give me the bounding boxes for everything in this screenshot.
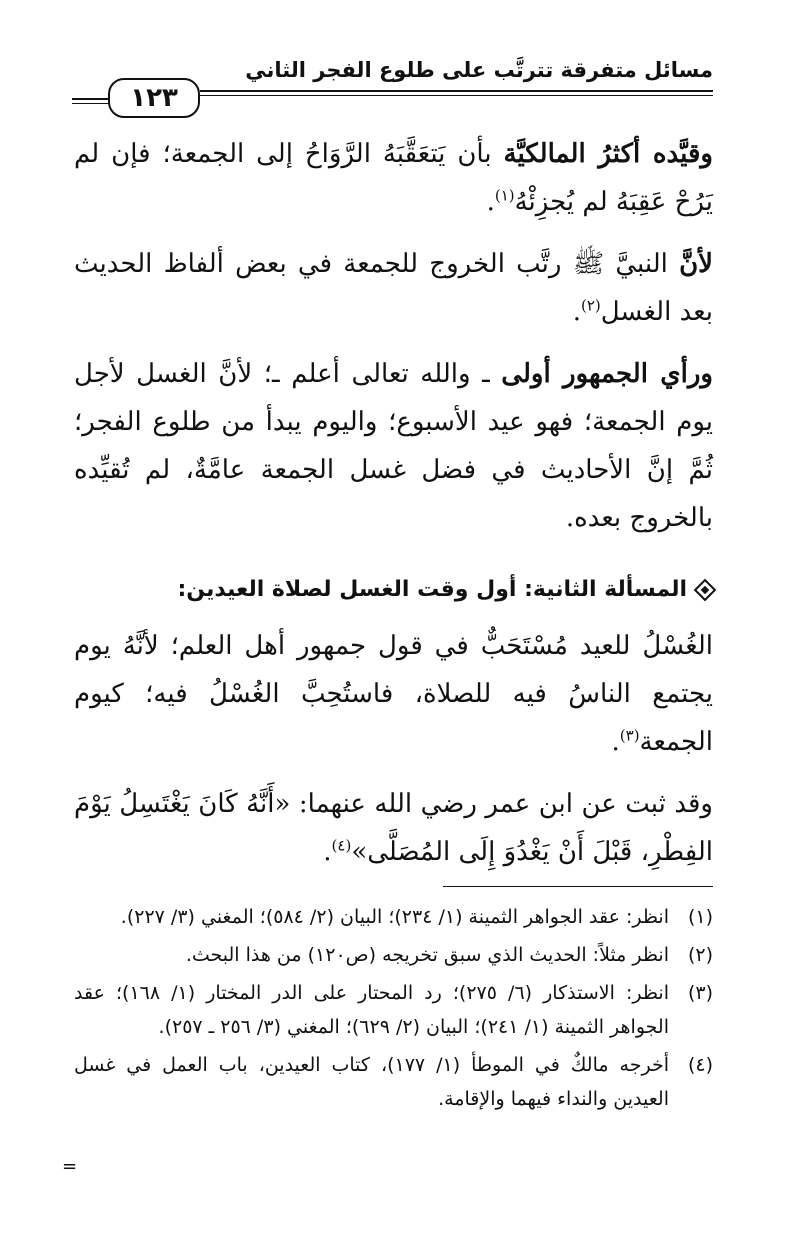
paragraph-3 (74, 350, 713, 542)
footnote (74, 976, 713, 1044)
paragraph-5 (74, 780, 713, 876)
p2-end: . (572, 297, 581, 327)
footnote (74, 1048, 713, 1116)
p3-text: ـ والله تعالى أعلم ـ؛ لأنَّ الغسل لأجل يوم الجمعة؛ فهو عيد الأسبوع؛ واليوم يبدأ من طلوع الفجر؛ ثُمَّ إنَّ الأحاديث في فضل غسل الجمعة عامَّةٌ، لم تُقيِّده بالخروج بعده. (74, 359, 713, 533)
footnote-number: (٤) (687, 1054, 713, 1076)
footnote-ref-2[interactable]: (٢) (580, 296, 601, 315)
page-number: ١٢٣ (108, 78, 200, 118)
footnotes (74, 900, 713, 1120)
header-rule-left (72, 98, 112, 100)
header-rule-thin (200, 95, 713, 96)
footnote-ref-4[interactable]: (٤) (331, 836, 352, 855)
running-title: مسائل متفرقة تترتَّب على طلوع الفجر الثاني (245, 58, 713, 82)
footnote (74, 938, 713, 972)
p1-end: . (486, 187, 495, 217)
footnote-separator (443, 886, 713, 887)
continuation-mark: = (62, 1156, 78, 1177)
footnote-text: انظر: عقد الجواهر الثمينة (١/ ٢٣٤)؛ البيان (٢/ ٥٨٤)؛ المغني (٣/ ٢٢٧). (120, 906, 669, 928)
p1-text: بأن يَتعَقَّبَهُ الرَّوَاحُ إلى الجمعة؛ فإن لم يَرُحْ عَقِبَهُ لم يُجزِئْهُ (74, 139, 713, 217)
p2-text: النبيَّ ﷺ رتَّب الخروج للجمعة في بعض ألفاظ الحديث بعد الغسل (74, 249, 713, 327)
footnote-number: (١) (687, 906, 713, 928)
p2-bold-lead: لأنَّ (679, 249, 713, 279)
p4-text: الغُسْلُ للعيد مُسْتَحَبٌّ في قول جمهور أهل العلم؛ لأنَّهُ يوم يجتمع الناسُ فيه للصلاة، فاستُحِبَّ الغُسْلُ فيه؛ كيوم الجمعة (74, 631, 713, 757)
p3-bold-lead: ورأي الجمهور أولى (501, 359, 713, 389)
section-heading-text: المسألة الثانية: أول وقت الغسل لصلاة العيدين: (177, 577, 687, 602)
diamond-bullet-icon (694, 579, 717, 602)
footnote (74, 900, 713, 934)
p1-bold-lead: وقيَّده أكثرُ المالكيَّة (503, 139, 713, 169)
footnote-ref-3[interactable]: (٣) (619, 726, 640, 745)
p5-text: وقد ثبت عن ابن عمر رضي الله عنهما: «أَنَّهُ كَانَ يَغْتَسِلُ يَوْمَ الفِطْرِ، قَبْلَ أَنْ يَغْدُوَ إِلَى المُصَلَّى» (74, 789, 713, 867)
p5-end: . (323, 837, 332, 867)
footnote-number: (٣) (687, 982, 713, 1004)
p4-end: . (611, 727, 620, 757)
paragraph-2 (74, 240, 713, 336)
main-text (74, 130, 713, 890)
footnote-ref-1[interactable]: (١) (494, 186, 515, 205)
paragraph-1 (74, 130, 713, 226)
footnote-text: انظر: الاستذكار (٦/ ٢٧٥)؛ رد المحتار على الدر المختار (١/ ١٦٨)؛ عقد الجواهر الثمينة (١/ ٢٤١)؛ البيان (٢/ ٦٢٩)؛ المغني (٣/ ٢٥٦ ـ ٢٥٧). (74, 982, 669, 1038)
footnote-text: انظر مثلاً: الحديث الذي سبق تخريجه (ص١٢٠) من هذا البحث. (185, 944, 669, 966)
section-heading (74, 570, 713, 610)
footnote-text: أخرجه مالكٌ في الموطأ (١/ ١٧٧)، كتاب العيدين، باب العمل في غسل العيدين والنداء فيهما والإقامة. (74, 1054, 669, 1110)
footnote-number: (٢) (687, 944, 713, 966)
header-rule (200, 90, 713, 92)
header-rule-left-thin (72, 103, 112, 104)
paragraph-4 (74, 622, 713, 766)
